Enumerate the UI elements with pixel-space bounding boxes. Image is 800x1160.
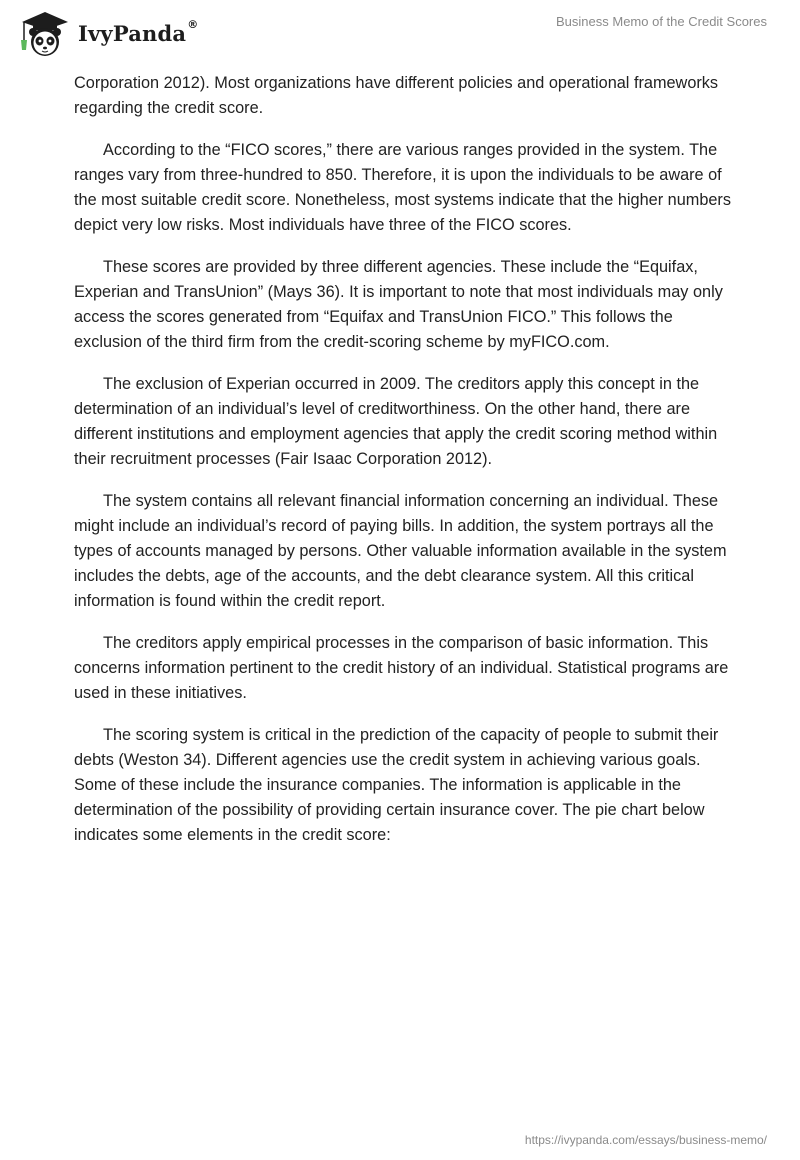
ivypanda-logo[interactable] xyxy=(14,8,198,58)
source-url[interactable]: https://ivypanda.com/essays/business-memo/ xyxy=(524,1133,767,1147)
paragraph: Corporation 2012). Most organizations have different policies and operational frameworks regarding the credit score. xyxy=(74,74,719,117)
panda-graduate-icon xyxy=(14,8,72,58)
page-header xyxy=(0,0,800,72)
paragraph: The scoring system is critical in the prediction of the capacity of people to submit their debts (Weston 34). Different agencies use the credit system in achieving various goals. Some of these include the insurance companies. The information is applicable in the determination of the possibility of providing certain insurance cover. The pie chart below indicates some elements in the credit score: xyxy=(74,726,719,844)
paragraph: The system contains all relevant financial information concerning an individual. These might include an individual’s record of paying bills. In addition, the system portrays all the types of accounts managed by persons. Other valuable information available in the system includes the debts, age of the accounts, and the debt clearance system. All this critical information is found within the credit report. xyxy=(74,492,727,610)
paragraph: According to the “FICO scores,” there are various ranges provided in the system. The ranges vary from three-hundred to 850. Therefore, it is upon the individuals to be aware of the most suitable credit score. Nonetheless, most systems indicate that the higher numbers depict very low risks. Most individuals have three of the FICO scores. xyxy=(74,141,731,234)
brand-wordmark xyxy=(78,17,199,46)
document-title: Business Memo of the Credit Scores xyxy=(556,14,767,29)
brand-name: IvyPanda xyxy=(78,20,187,46)
essay-body xyxy=(74,71,734,865)
registered-mark: ® xyxy=(187,17,199,31)
paragraph: The creditors apply empirical processes in the comparison of basic information. This concerns information pertinent to the credit history of an individual. Statistical programs are used in these initiatives. xyxy=(74,634,729,702)
paragraph: These scores are provided by three different agencies. These include the “Equifax, Experian and TransUnion” (Mays 36). It is important to note that most individuals may only access the scores generated from “Equifax and TransUnion FICO.” This follows the exclusion of the third firm from the credit-scoring scheme by myFICO.com. xyxy=(74,258,723,351)
paragraph: The exclusion of Experian occurred in 2009. The creditors apply this concept in the determination of an individual’s level of creditworthiness. On the other hand, there are different institutions and employment agencies that apply the credit scoring method within their recruitment processes (Fair Isaac Corporation 2012). xyxy=(74,375,718,468)
